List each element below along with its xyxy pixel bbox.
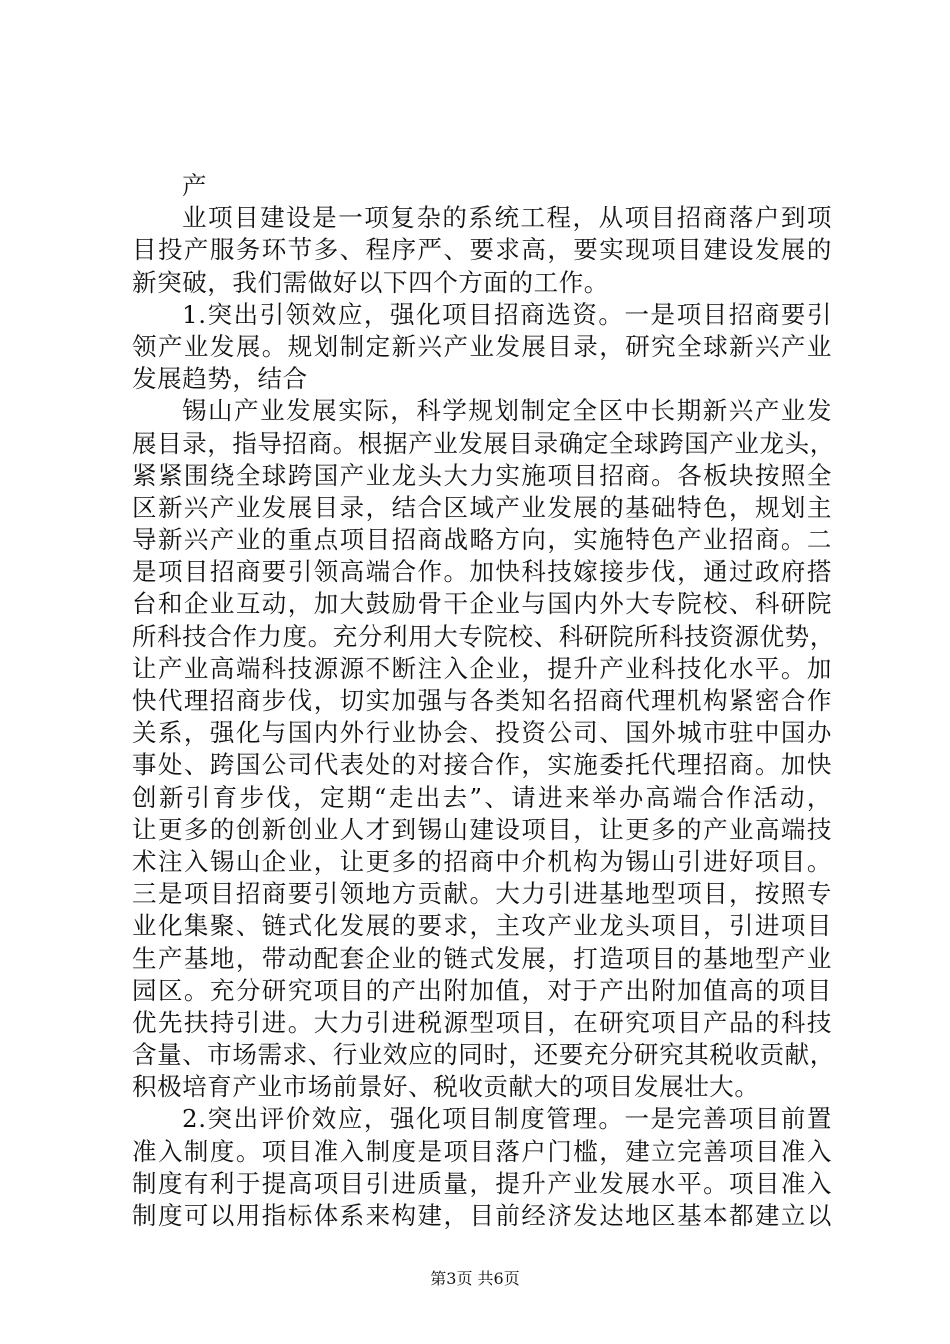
text-line: 是项目招商要引领高端合作。加快科技嫁接步伐，通过政府搭 [132,557,832,587]
text-line: 优先扶持引进。大力引进税源型项目，在研究项目产品的科技 [132,1007,832,1037]
text-line: 生产基地，带动配套企业的链式发展，打造项目的基地型产业 [132,943,832,973]
text-line: 所科技合作力度。充分利用大专院校、科研院所科技资源优势， [132,621,835,651]
text-line: 领产业发展。规划制定新兴产业发展目录，研究全球新兴产业 [132,331,832,361]
text-line: 业项目建设是一项复杂的系统工程，从项目招商落户到项 [182,203,832,233]
text-line: 让更多的创新创业人才到锡山建设项目，让更多的产业高端技 [132,814,832,844]
text-line: 制度有利于提高项目引进质量，提升产业发展水平。项目准入 [132,1168,832,1198]
text-line: 让产业高端科技源源不断注入企业，提升产业科技化水平。加 [132,653,832,683]
text-line: 导新兴产业的重点项目招商战略方向，实施特色产业招商。二 [132,525,832,555]
text-line: 三是项目招商要引领地方贡献。大力引进基地型项目，按照专 [132,879,832,909]
text-line: 创新引育步伐，定期“走出去”、请进来举办高端合作活动， [132,782,832,812]
text-line: 准入制度。项目准入制度是项目落户门槛，建立完善项目准入 [132,1136,832,1166]
text-line: 园区。充分研究项目的产出附加值，对于产出附加值高的项目 [132,975,832,1005]
text-line: 制度可以用指标体系来构建，目前经济发达地区基本都建立以 [132,1201,832,1230]
text-line: 1.突出引领效应，强化项目招商选资。一是项目招商要引 [182,299,832,329]
text-line: 发展趋势，结合 [132,364,308,394]
text-line: 产 [182,171,208,200]
text-line: 积极培育产业市场前景好、税收贡献大的项目发展壮大。 [132,1072,760,1102]
text-line: 紧紧围绕全球跨国产业龙头大力实施项目招商。各板块按照全 [132,460,832,490]
text-line: 含量、市场需求、行业效应的同时，还要充分研究其税收贡献， [132,1040,835,1070]
body-text [132,170,835,1232]
text-line: 台和企业互动，加大鼓励骨干企业与国内外大专院校、科研院 [132,589,832,619]
text-line: 快代理招商步伐，切实加强与各类知名招商代理机构紧密合作 [132,686,832,715]
text-line: 锡山产业发展实际，科学规划制定全区中长期新兴产业发 [182,396,832,426]
text-line: 展目录，指导招商。根据产业发展目录确定全球跨国产业龙头， [132,428,835,458]
page-footer: 第3页 共6页 [430,1269,520,1288]
text-line: 目投产服务环节多、程序严、要求高，要实现项目建设发展的 [132,235,832,265]
text-line: 新突破，我们需做好以下四个方面的工作。 [132,267,609,297]
text-line: 术注入锡山企业，让更多的招商中介机构为锡山引进好项目。 [132,846,832,876]
text-line: 2.突出评价效应，强化项目制度管理。一是完善项目前置 [182,1104,832,1134]
text-line: 关系，强化与国内外行业协会、投资公司、国外城市驻中国办 [132,718,832,748]
text-line: 业化集聚、链式化发展的要求，主攻产业龙头项目，引进项目 [132,911,832,941]
text-line: 区新兴产业发展目录，结合区域产业发展的基础特色，规划主 [132,492,832,522]
text-line: 事处、跨国公司代表处的对接合作，实施委托代理招商。加快 [132,750,832,780]
